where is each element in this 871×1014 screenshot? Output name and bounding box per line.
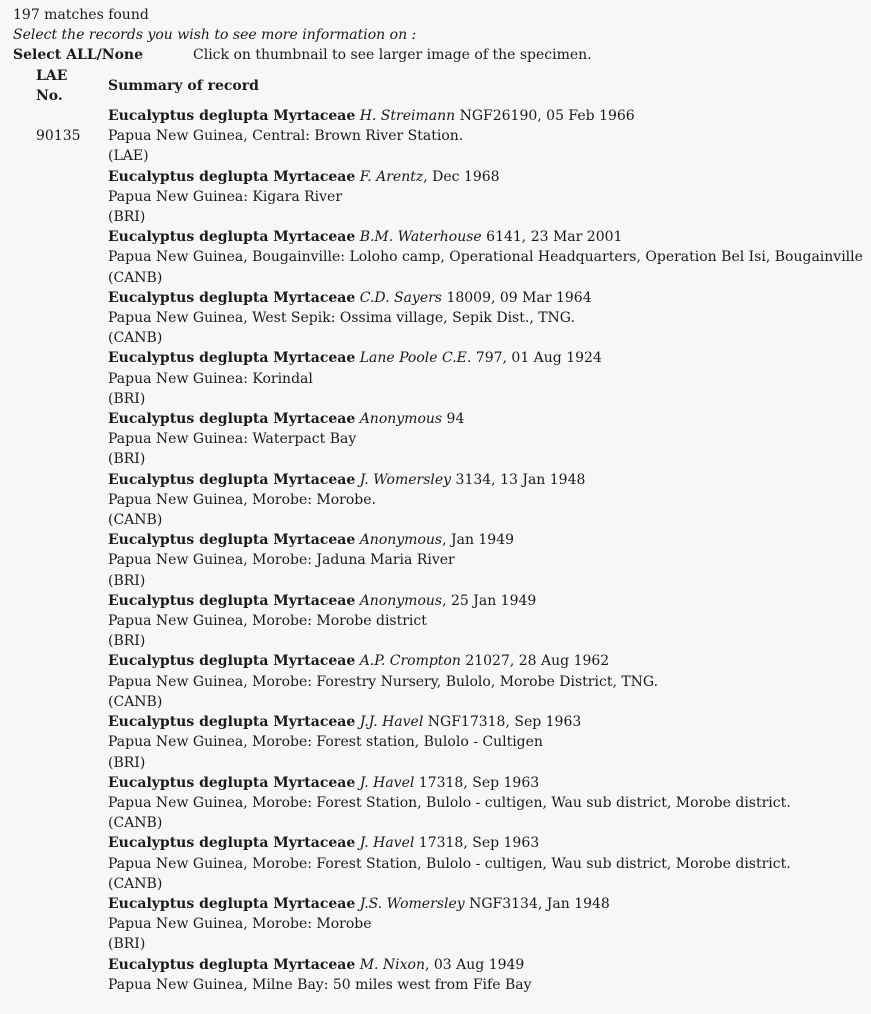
record-title-line <box>108 167 871 187</box>
record-herbarium: (LAE) <box>108 148 149 165</box>
select-row <box>13 45 863 65</box>
thumbnail-note: Click on thumbnail to see larger image of the specimen. <box>193 47 592 64</box>
record-location: Papua New Guinea, Morobe: Morobe district <box>108 613 427 630</box>
record-taxon-link[interactable]: Eucalyptus deglupta Myrtaceae <box>108 350 356 367</box>
record-herbarium: (BRI) <box>108 209 146 226</box>
record-item <box>108 955 871 995</box>
record-herbarium: (CANB) <box>108 875 163 892</box>
record-location: Papua New Guinea, Morobe: Forestry Nursery, Bulolo, Morobe District, TNG. <box>108 673 659 690</box>
record-location: Papua New Guinea, Central: Brown River Station. <box>108 128 464 145</box>
record-location: Papua New Guinea, Morobe: Forest Station, Bulolo - cultigen, Wau sub district, Morobe district. <box>108 855 791 872</box>
record-location: Papua New Guinea, Morobe: Jaduna Maria River <box>108 552 455 569</box>
record-collector: Anonymous <box>359 411 443 428</box>
record-taxon-link[interactable]: Eucalyptus deglupta Myrtaceae <box>108 653 356 670</box>
record-location: Papua New Guinea, Bougainville: Loloho camp, Operational Headquarters, Operation Bel Isi, Bougainville <box>108 249 863 266</box>
record-herbarium: (BRI) <box>108 451 146 468</box>
record-taxon-link[interactable]: Eucalyptus deglupta Myrtaceae <box>108 532 356 549</box>
record-details: NGF26190, 05 Feb 1966 <box>459 108 635 124</box>
record-details: , Jan 1949 <box>442 532 515 549</box>
record-title-line <box>108 470 871 490</box>
record-item <box>108 348 871 409</box>
select-instruction: Select the records you wish to see more information on : <box>13 27 417 44</box>
record-herbarium: (BRI) <box>108 754 146 771</box>
record-taxon-link[interactable]: Eucalyptus deglupta Myrtaceae <box>108 471 356 488</box>
record-location: Papua New Guinea, Morobe: Forest station, Bulolo - Cultigen <box>108 734 543 751</box>
record-details: 94 <box>446 411 465 428</box>
record-title-line <box>108 227 871 247</box>
record-taxon-link[interactable]: Eucalyptus deglupta Myrtaceae <box>108 411 356 428</box>
record-title-line <box>108 530 871 550</box>
record-collector: Anonymous <box>359 592 443 609</box>
column-header-lae-no <box>36 66 76 106</box>
record-collector: J.S. Womersley <box>359 895 465 912</box>
record-item <box>108 833 871 894</box>
record-item <box>108 409 871 470</box>
record-collector: J. Havel <box>359 835 415 852</box>
record-item <box>108 591 871 652</box>
record-item <box>108 227 871 288</box>
record-details: NGF17318, Sep 1963 <box>427 714 582 731</box>
record-collector: M. Nixon <box>359 956 425 973</box>
record-title-line <box>108 773 871 793</box>
record-details: , 25 Jan 1949 <box>442 592 537 609</box>
record-item <box>108 530 871 591</box>
record-details: 17318, Sep 1963 <box>418 774 540 791</box>
record-herbarium: (BRI) <box>108 572 146 589</box>
records-list <box>108 106 871 995</box>
record-item <box>108 773 871 834</box>
record-collector: B.M. Waterhouse <box>359 229 482 246</box>
record-title-line <box>108 651 871 671</box>
record-collector: Anonymous <box>359 532 443 549</box>
record-title-line <box>108 955 871 975</box>
record-title-line <box>108 288 871 308</box>
record-herbarium: (CANB) <box>108 815 163 832</box>
record-title-line <box>108 712 871 732</box>
record-details: , 03 Aug 1949 <box>425 956 525 973</box>
record-location: Papua New Guinea, Morobe: Morobe. <box>108 491 376 508</box>
record-details: 18009, 09 Mar 1964 <box>446 289 592 306</box>
record-taxon-link[interactable]: Eucalyptus deglupta Myrtaceae <box>108 108 356 124</box>
record-location: Papua New Guinea: Waterpact Bay <box>108 431 357 448</box>
record-item <box>108 288 871 349</box>
record-taxon-link[interactable]: Eucalyptus deglupta Myrtaceae <box>108 289 356 306</box>
record-title-line <box>108 348 871 368</box>
record-collector: J.J. Havel <box>359 714 424 731</box>
record-item <box>108 167 871 228</box>
record-details: 3134, 13 Jan 1948 <box>455 471 586 488</box>
record-taxon-link[interactable]: Eucalyptus deglupta Myrtaceae <box>108 592 356 609</box>
record-location: Papua New Guinea: Kigara River <box>108 188 343 205</box>
record-herbarium: (BRI) <box>108 633 146 650</box>
record-taxon-link[interactable]: Eucalyptus deglupta Myrtaceae <box>108 714 356 731</box>
select-all-none-link[interactable]: Select ALL/None <box>13 47 143 64</box>
record-location: Papua New Guinea: Korindal <box>108 370 313 387</box>
record-location: Papua New Guinea, Morobe: Forest Station, Bulolo - cultigen, Wau sub district, Morobe district. <box>108 794 791 811</box>
record-details: 21027, 28 Aug 1962 <box>465 653 610 670</box>
record-details: 797, 01 Aug 1924 <box>475 350 602 367</box>
record-herbarium: (CANB) <box>108 693 163 710</box>
record-herbarium: (CANB) <box>108 512 163 529</box>
record-title-line <box>108 894 871 914</box>
record-herbarium: (BRI) <box>108 936 146 953</box>
record-details: 17318, Sep 1963 <box>418 835 540 852</box>
record-details: , Dec 1968 <box>423 168 500 185</box>
record-collector: H. Streimann <box>359 108 456 124</box>
record-herbarium: (CANB) <box>108 269 163 286</box>
record-taxon-link[interactable]: Eucalyptus deglupta Myrtaceae <box>108 956 356 973</box>
record-item <box>108 894 871 955</box>
record-details: NGF3134, Jan 1948 <box>469 895 610 912</box>
record-item <box>108 651 871 712</box>
record-collector: J. Womersley <box>359 471 452 488</box>
record-location: Papua New Guinea, Milne Bay: 50 miles west from Fife Bay <box>108 976 532 993</box>
record-taxon-link[interactable]: Eucalyptus deglupta Myrtaceae <box>108 835 356 852</box>
record-herbarium: (BRI) <box>108 390 146 407</box>
record-herbarium: (CANB) <box>108 330 163 347</box>
record-collector: A.P. Crompton <box>359 653 461 670</box>
record-details: 6141, 23 Mar 2001 <box>486 229 623 246</box>
column-header-lae-text: LAE No. <box>36 68 68 104</box>
record-collector: C.D. Sayers <box>359 289 442 306</box>
record-item <box>108 712 871 773</box>
record-taxon-link[interactable]: Eucalyptus deglupta Myrtaceae <box>108 895 356 912</box>
record-taxon-link[interactable]: Eucalyptus deglupta Myrtaceae <box>108 229 356 246</box>
record-location: Papua New Guinea, West Sepik: Ossima village, Sepik Dist., TNG. <box>108 310 575 327</box>
record-title-line <box>108 409 871 429</box>
record-location: Papua New Guinea, Morobe: Morobe <box>108 916 372 933</box>
results-header <box>13 5 863 65</box>
column-header-summary: Summary of record <box>108 78 259 94</box>
record-collector: J. Havel <box>359 774 415 791</box>
record-title-line <box>108 106 871 126</box>
record-item <box>108 470 871 531</box>
record-collector: Lane Poole C.E. <box>359 350 472 367</box>
record-item <box>108 106 871 167</box>
lae-number: 90135 <box>36 128 81 144</box>
match-count: 197 matches found <box>13 7 149 23</box>
record-title-line <box>108 591 871 611</box>
record-taxon-link[interactable]: Eucalyptus deglupta Myrtaceae <box>108 168 356 185</box>
record-taxon-link[interactable]: Eucalyptus deglupta Myrtaceae <box>108 774 356 791</box>
record-collector: F. Arentz <box>359 168 424 185</box>
record-title-line <box>108 833 871 853</box>
